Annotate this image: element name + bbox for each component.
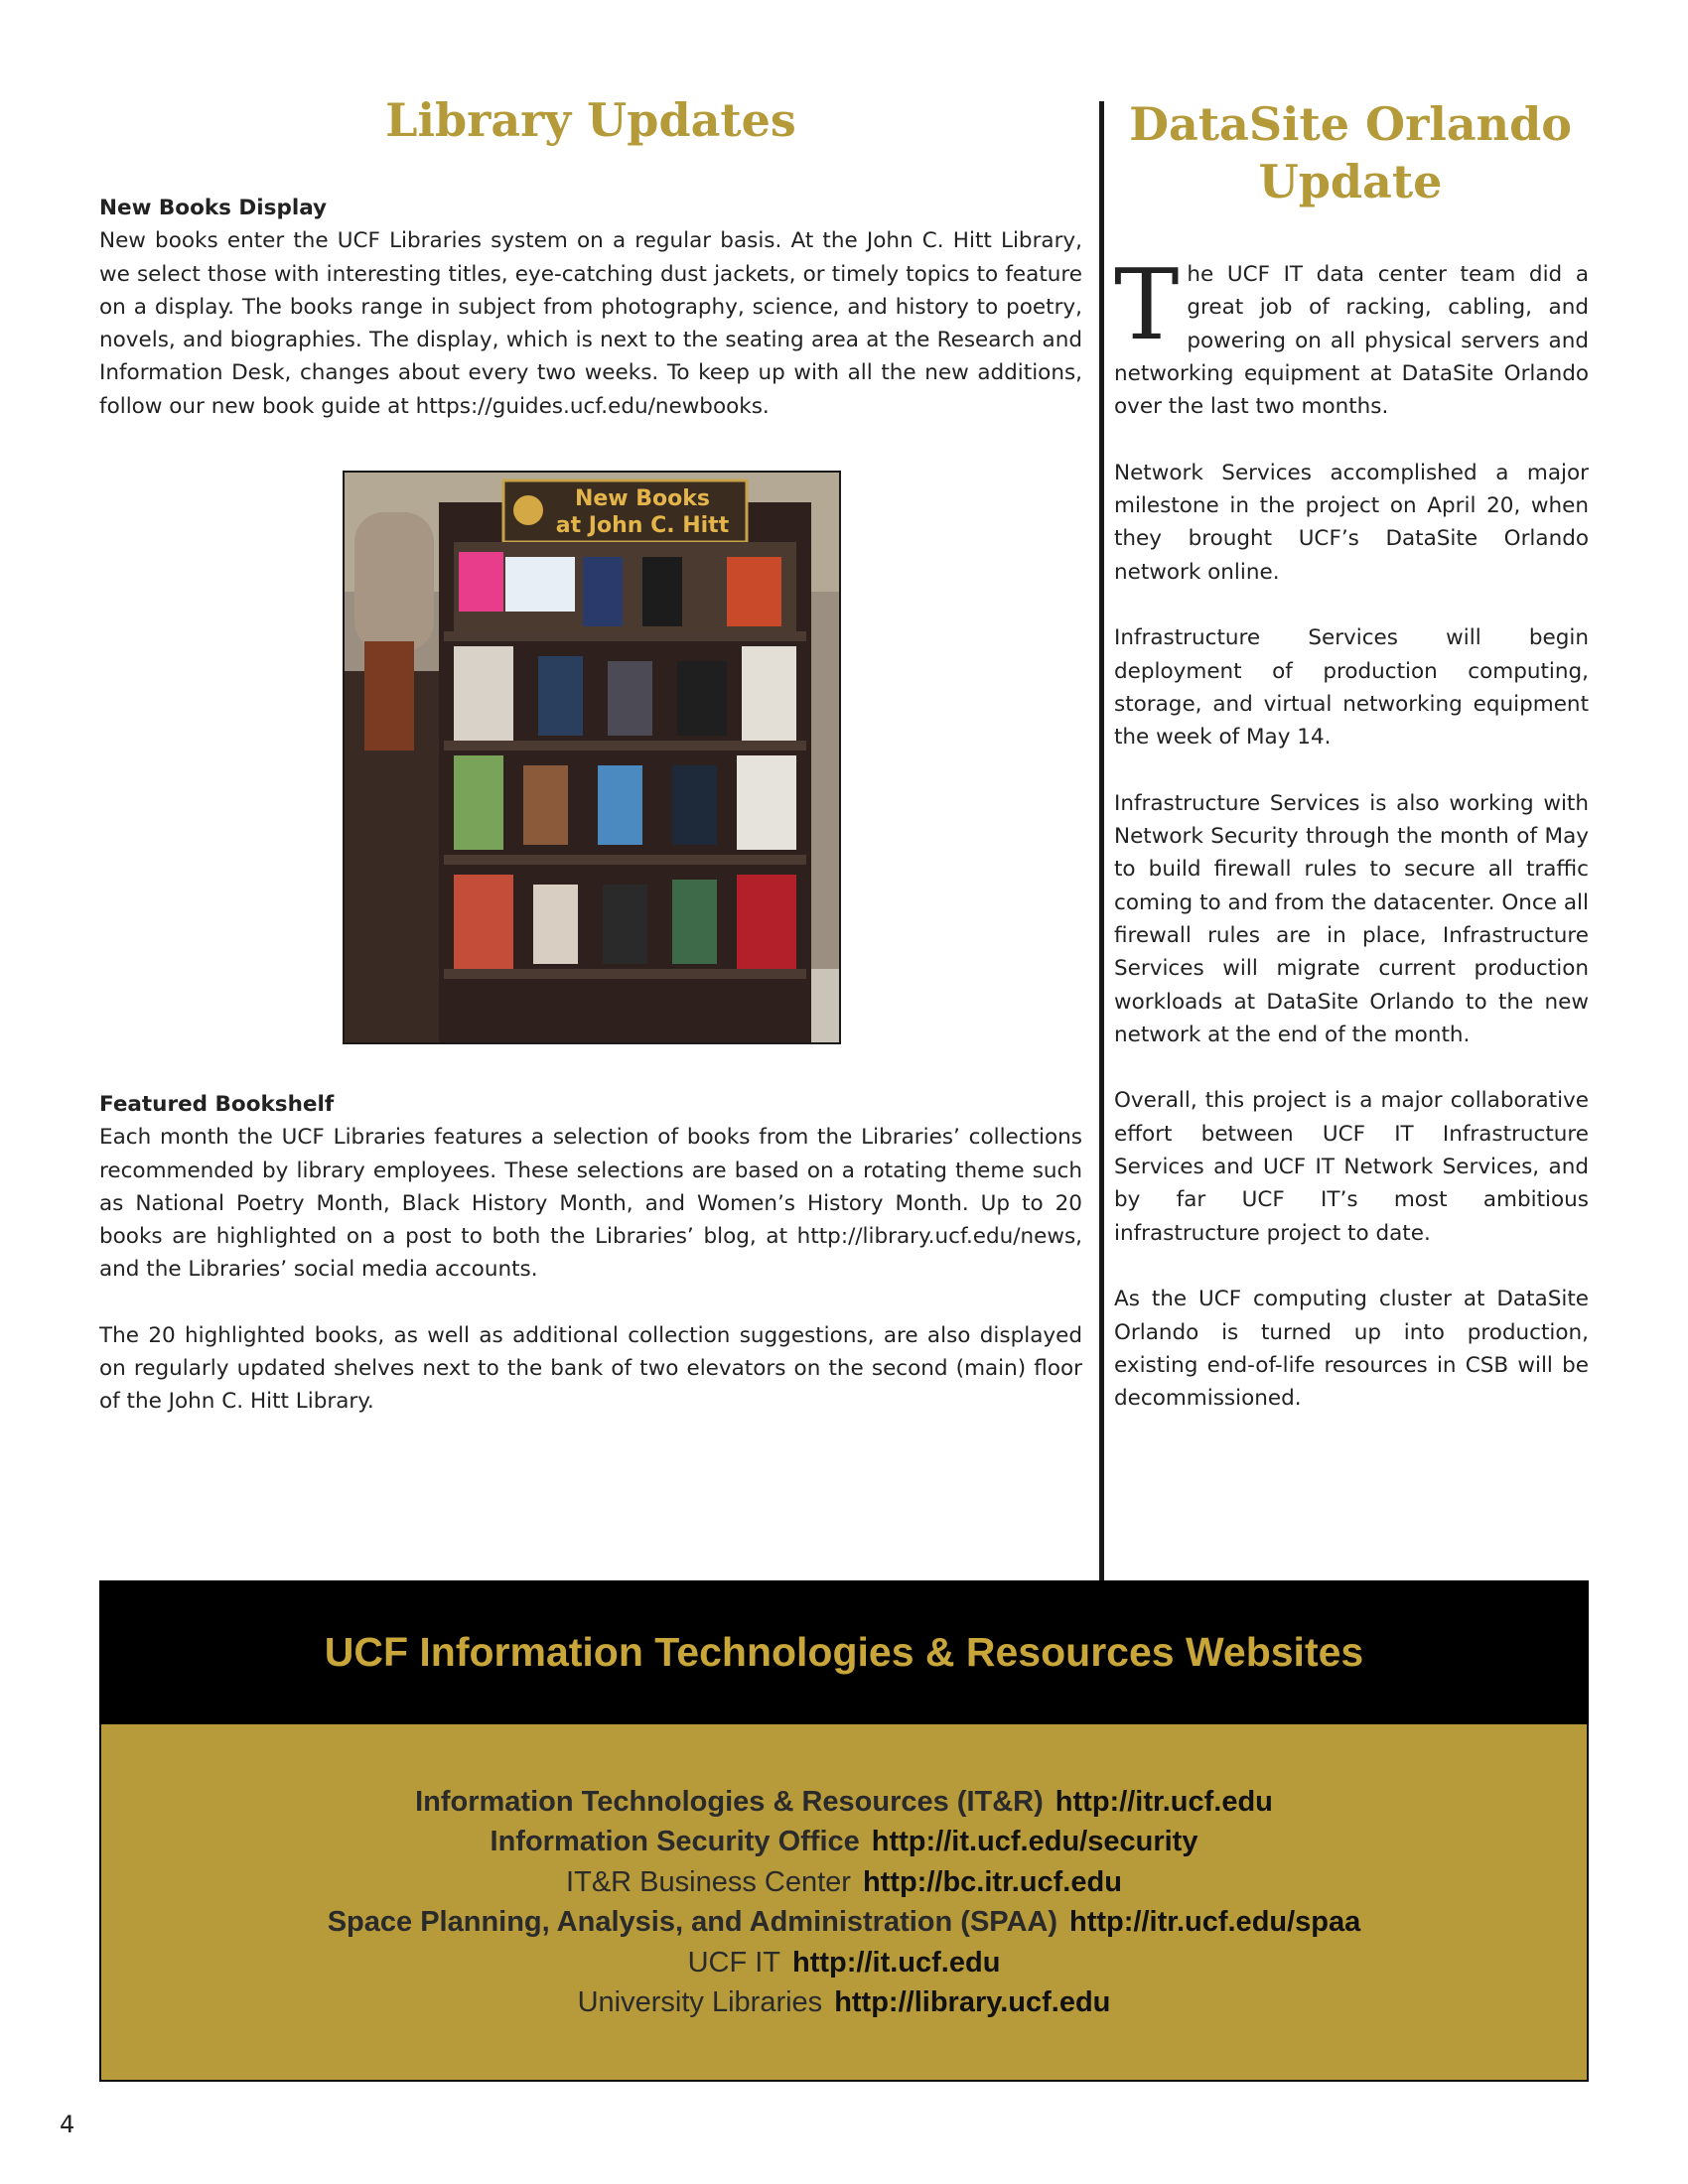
website-name: University Libraries: [577, 1986, 823, 2018]
datasite-title-line2: Update: [1258, 155, 1443, 208]
website-row-security: [491, 1822, 1198, 1862]
website-link[interactable]: http://it.ucf.edu/security: [871, 1826, 1198, 1857]
website-row-libraries: [578, 1982, 1111, 2023]
website-name: UCF IT: [687, 1946, 781, 1979]
website-name: Information Technologies & Resources (IT&R): [415, 1785, 1044, 1818]
featured-bookshelf-text-2: The 20 highlighted books, as well as additional collection suggestions, are also displayed on regularly updated shelves next to the bank of two elevators on the second (main) floor of the John C. Hitt Library.: [99, 1322, 1082, 1415]
datasite-title: [1112, 95, 1589, 210]
datasite-paragraph-2: Network Services accomplished a major milestone in the project on April 20, when they brought UCF’s DataSite Orlando network online.: [1114, 460, 1589, 585]
featured-bookshelf-text-1: Each month the UCF Libraries features a selection of books from the Libraries’ collections recommended by library employees. These selections are based on a rotating theme such as National Poetry Month, Black History Month, and Women’s History Month. Up to 20 books are highlighted on a post to both the Libraries’ blog, at http://library.ucf.edu/news, and the Libraries’ social media accounts.: [99, 1125, 1082, 1283]
photo-sign-line2: at John C. Hitt: [555, 513, 730, 538]
website-link[interactable]: http://library.ucf.edu: [834, 1986, 1111, 2018]
website-link[interactable]: http://it.ucf.edu: [792, 1946, 1001, 1979]
website-name: IT&R Business Center: [566, 1865, 851, 1898]
website-link[interactable]: http://bc.itr.ucf.edu: [862, 1865, 1122, 1898]
datasite-paragraph-6: As the UCF computing cluster at DataSite Orlando is turned up into production, existing end-of-life resources in CSB will be decommissioned.: [1114, 1287, 1589, 1412]
bookshelf-illustration: [345, 473, 839, 1042]
datasite-paragraph-1-text: he UCF IT data center team did a great job of racking, cabling, and powering on all physical servers and networking equipment at DataSite Orlando over the last two months.: [1114, 262, 1589, 420]
websites-banner: [99, 1580, 1589, 1724]
column-divider: [1099, 101, 1104, 1600]
website-row-business-center: [566, 1862, 1122, 1903]
website-link[interactable]: http://itr.ucf.edu/spaa: [1069, 1906, 1361, 1938]
new-books-section: [99, 192, 1082, 423]
website-row-itr: [415, 1782, 1273, 1823]
datasite-title-line1: DataSite Orlando: [1129, 97, 1572, 151]
photo-sign-line1: New Books: [574, 486, 711, 511]
website-row-ucf-it: [688, 1943, 1001, 1983]
datasite-paragraph-4: Infrastructure Services is also working with Network Security through the month of May to build firewall rules to secure all traffic coming to and from the datacenter. Once all firewall rules are in place, Infrastructure Services will migrate current production workloads at DataSite Orlando to the new network at the end of the month.: [1114, 790, 1589, 1047]
datasite-paragraph-5: Overall, this project is a major collaborative effort between UCF IT Infrastructure Services and UCF IT Network Services, and by far UCF IT’s most ambitious infrastructure project to date.: [1114, 1088, 1589, 1246]
website-link[interactable]: http://itr.ucf.edu: [1055, 1785, 1273, 1818]
library-updates-title: Library Updates: [385, 93, 796, 147]
datasite-paragraph-1: [1114, 249, 1589, 423]
websites-title: UCF Information Technologies & Resources Websites: [324, 1629, 1364, 1675]
featured-bookshelf-section: [99, 1088, 1082, 1419]
websites-list: [99, 1724, 1589, 2082]
featured-bookshelf-heading: Featured Bookshelf: [99, 1092, 335, 1117]
website-name: Space Planning, Analysis, and Administration (SPAA): [327, 1906, 1058, 1938]
new-books-text: New books enter the UCF Libraries system on a regular basis. At the John C. Hitt Library, we select those with interesting titles, eye-catching dust jackets, or timely topics to feature on a display. The books range in subject from photography, science, and history to poetry, novels, and biographies. The display, which is next to the seating area at the Research and Information Desk, changes about every two weeks. To keep up with all the new additions, follow our new book guide at https://guides.ucf.edu/newbooks.: [99, 228, 1082, 419]
new-books-heading: New Books Display: [99, 196, 328, 220]
page-number: 4: [60, 2111, 75, 2138]
drop-cap: T: [1114, 249, 1180, 362]
website-name: Information Security Office: [490, 1826, 860, 1857]
datasite-paragraph-3: Infrastructure Services will begin deployment of production computing, storage, and virtual networking equipment the week of May 14.: [1114, 625, 1589, 751]
website-row-spaa: [328, 1902, 1361, 1943]
new-books-photo: [343, 471, 841, 1044]
datasite-article: [1114, 249, 1589, 1448]
